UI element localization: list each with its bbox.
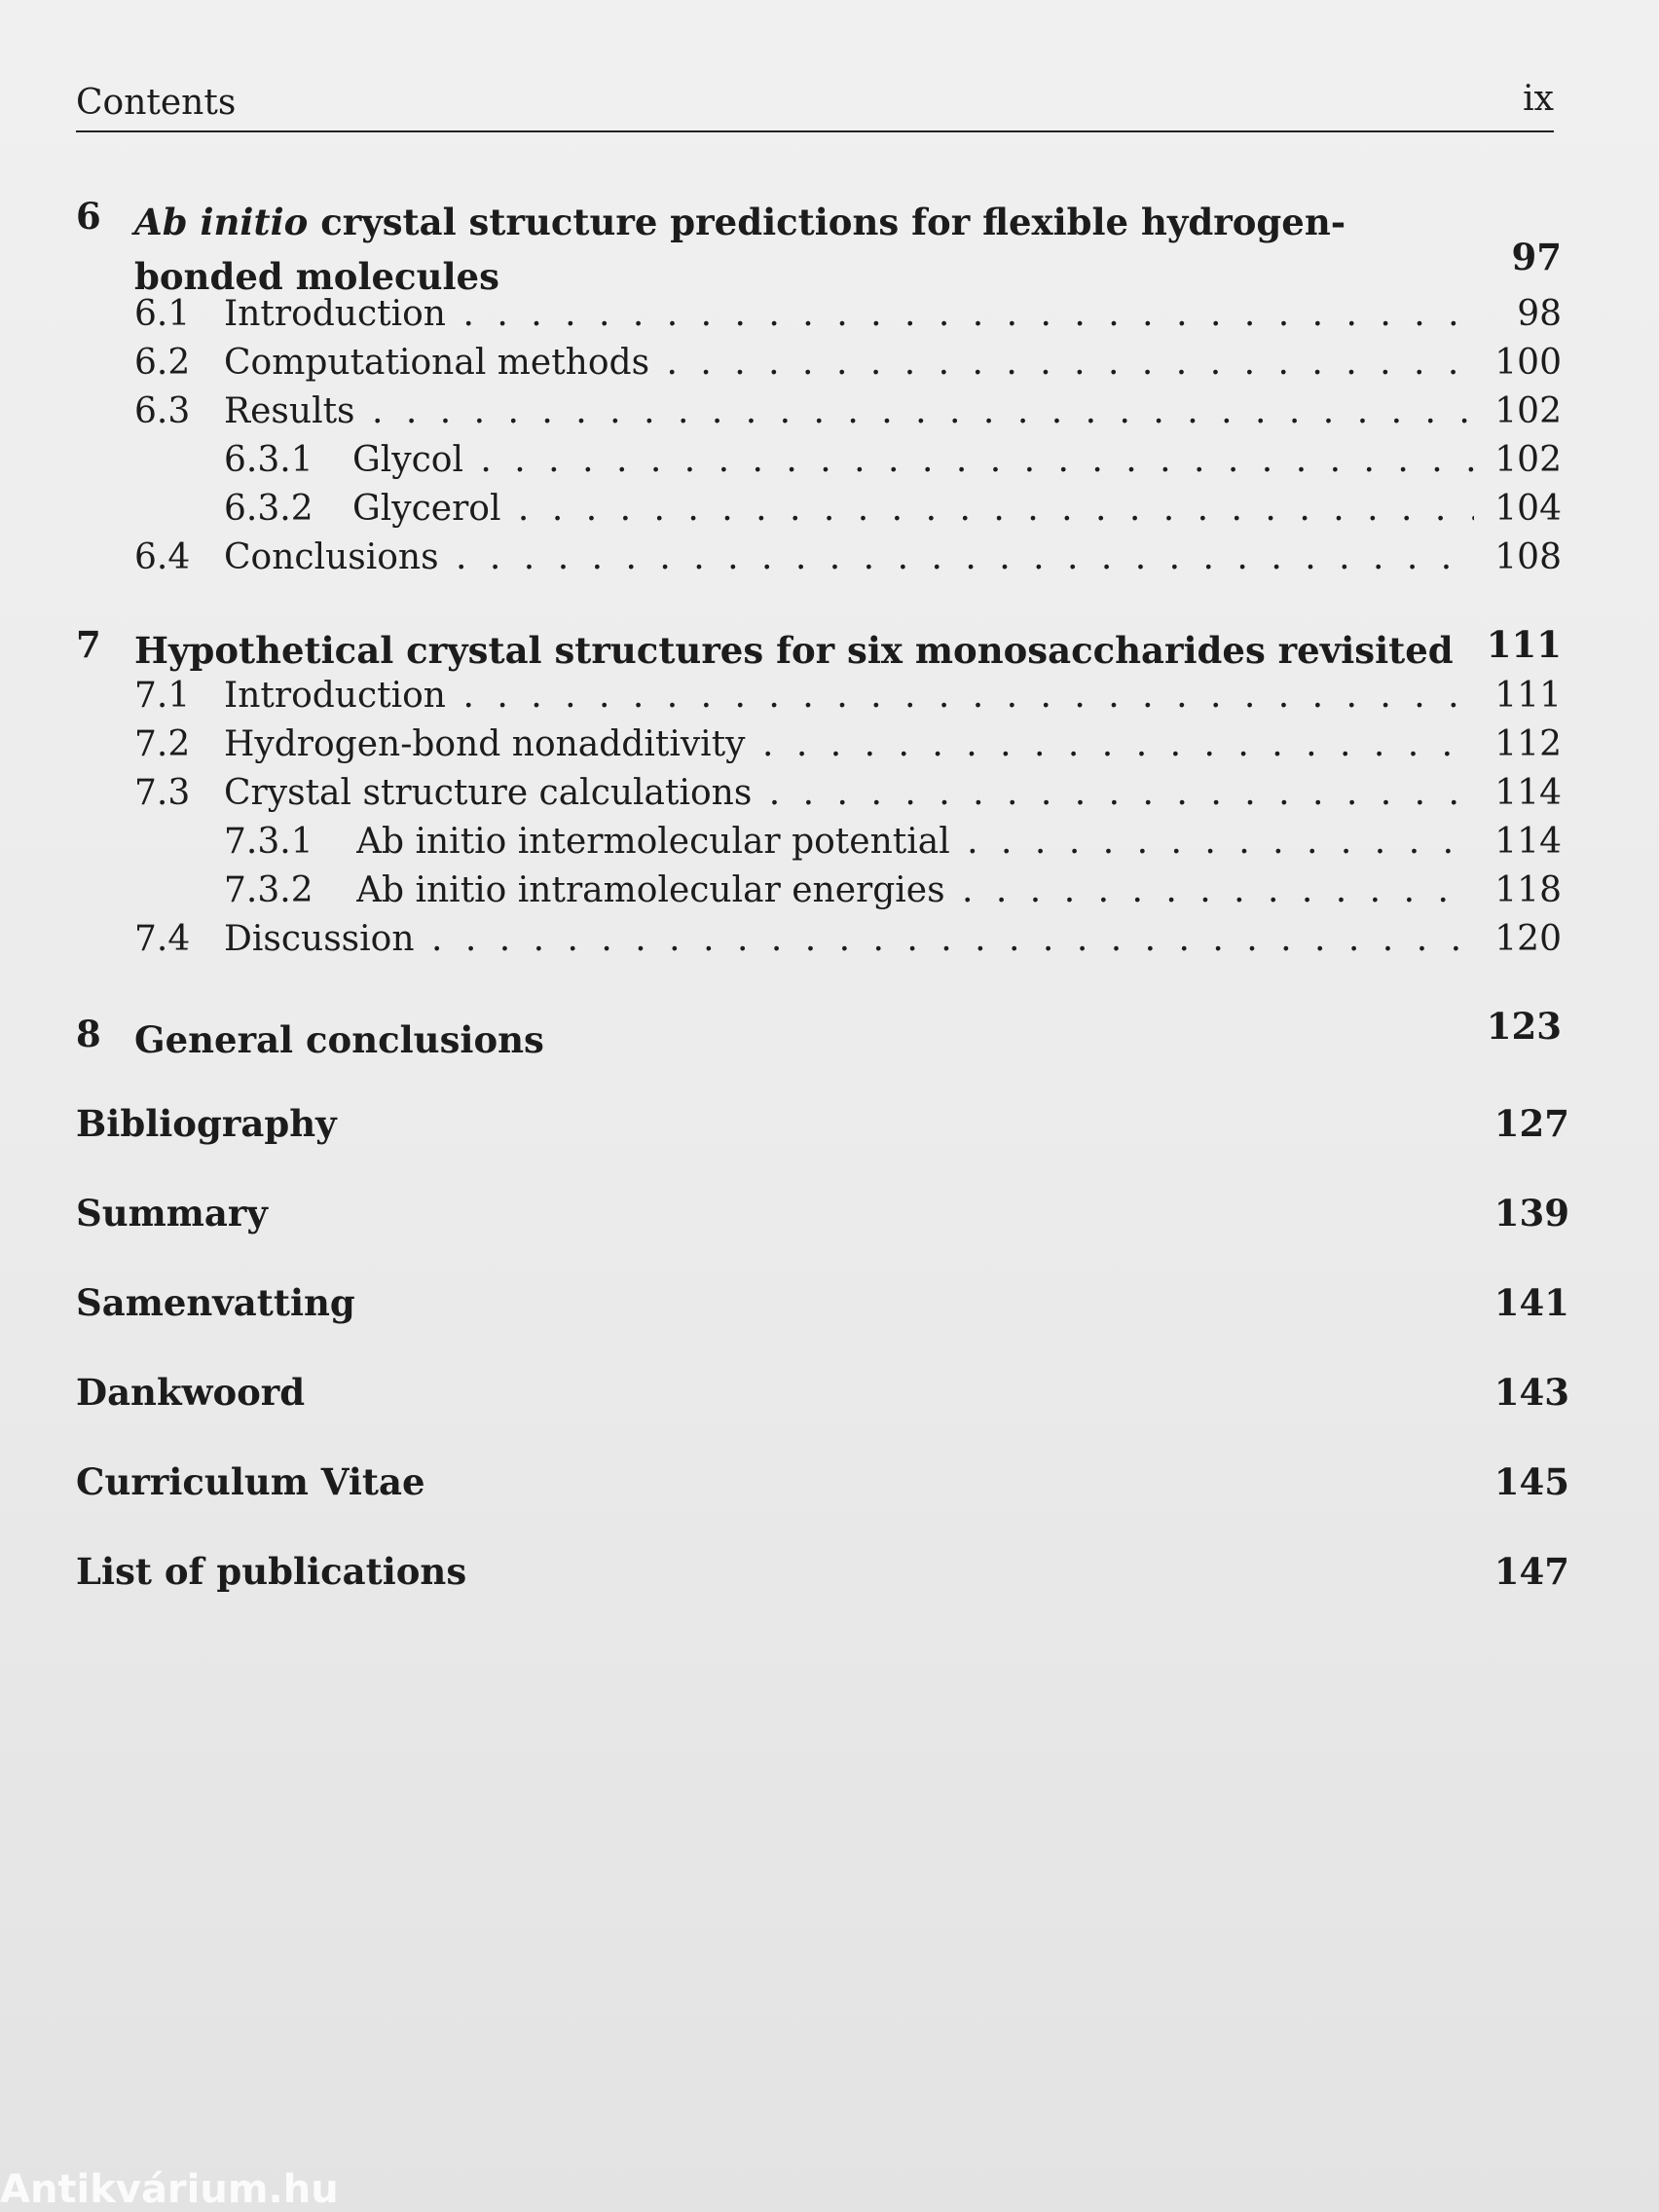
toc-subsection-6-3-1[interactable] — [76, 440, 1562, 489]
toc-chapter-8[interactable] — [76, 1005, 1562, 1067]
section-page: 108 — [1494, 537, 1562, 577]
backmatter-title: Curriculum Vitae — [76, 1460, 425, 1503]
section-title: Discussion . . . — [224, 919, 1474, 959]
toc-section-7-3[interactable] — [76, 773, 1562, 822]
toc-bibliography[interactable] — [76, 1102, 1569, 1145]
section-title: Hydrogen-bond nonadditivity . . . — [224, 724, 1474, 764]
chapter-number: 7 — [76, 623, 101, 666]
subsection-number: 6.3.2 — [224, 489, 313, 529]
chapter-title: Hypothetical crystal structures for six monosaccharides revisited — [134, 629, 1454, 672]
chapter-number: 8 — [76, 1013, 101, 1055]
subsection-page: 102 — [1494, 440, 1562, 480]
section-title: Crystal structure calculations . . . — [224, 773, 1474, 813]
toc-samenvatting[interactable] — [76, 1281, 1569, 1324]
section-page: 100 — [1494, 343, 1562, 383]
subsection-number: 7.3.2 — [224, 870, 313, 910]
toc-summary[interactable] — [76, 1192, 1569, 1235]
section-number: 6.2 — [134, 343, 191, 383]
section-title: Conclusions . . . — [224, 537, 1474, 577]
toc-chapter-6[interactable] — [76, 195, 1562, 302]
section-number: 7.3 — [134, 773, 191, 813]
chapter-title: General conclusions — [134, 1018, 544, 1061]
toc-subsection-7-3-2[interactable] — [76, 870, 1562, 919]
backmatter-title: Dankwoord — [76, 1371, 306, 1414]
header-page-number: ix — [1523, 79, 1554, 119]
section-number: 7.4 — [134, 919, 191, 959]
subsection-page: 104 — [1494, 489, 1562, 529]
subsection-page: 118 — [1494, 870, 1562, 910]
backmatter-title: Bibliography — [76, 1102, 337, 1145]
section-page: 112 — [1494, 724, 1562, 764]
backmatter-title: Samenvatting — [76, 1281, 355, 1324]
backmatter-page: 139 — [1493, 1192, 1569, 1235]
subsection-title: Ab initio intermolecular potential . . . — [356, 822, 1474, 862]
backmatter-page: 147 — [1493, 1550, 1569, 1593]
section-number: 7.2 — [134, 724, 191, 764]
section-page: 98 — [1517, 294, 1562, 334]
backmatter-title: List of publications — [76, 1550, 467, 1593]
section-number: 6.3 — [134, 391, 191, 431]
subsection-number: 7.3.1 — [224, 822, 313, 862]
toc-list-of-publications[interactable] — [76, 1550, 1569, 1593]
section-title: Introduction . . . — [224, 676, 1474, 716]
watermark: Antikvárium.hu — [0, 2167, 339, 2212]
chapter-page: 111 — [1486, 623, 1562, 666]
backmatter-title: Summary — [76, 1192, 268, 1235]
backmatter-page: 141 — [1493, 1281, 1569, 1324]
toc-section-7-4[interactable] — [76, 919, 1562, 968]
section-page: 111 — [1494, 676, 1562, 716]
toc-section-6-3[interactable] — [76, 391, 1562, 440]
subsection-title: Glycol . . . — [352, 440, 1474, 480]
toc-curriculum-vitae[interactable] — [76, 1460, 1569, 1503]
toc-section-6-2[interactable] — [76, 343, 1562, 391]
subsection-title: Ab initio intramolecular energies . . . — [356, 870, 1474, 910]
toc-chapter-7[interactable] — [76, 623, 1562, 678]
subsection-number: 6.3.1 — [224, 440, 313, 480]
chapter-number: 6 — [76, 195, 101, 238]
backmatter-page: 145 — [1493, 1460, 1569, 1503]
toc-section-7-2[interactable] — [76, 724, 1562, 773]
section-page: 120 — [1494, 919, 1562, 959]
section-page: 102 — [1494, 391, 1562, 431]
toc-section-7-1[interactable] — [76, 676, 1562, 724]
section-page: 114 — [1494, 773, 1562, 813]
section-number: 7.1 — [134, 676, 191, 716]
chapter-title — [134, 195, 1455, 304]
backmatter-page: 143 — [1493, 1371, 1569, 1414]
toc-subsection-6-3-2[interactable] — [76, 489, 1562, 537]
chapter-page: 123 — [1486, 1005, 1562, 1048]
toc-section-6-1[interactable] — [76, 294, 1562, 343]
section-number: 6.4 — [134, 537, 191, 577]
chapter-page: 97 — [1511, 236, 1562, 278]
subsection-page: 114 — [1494, 822, 1562, 862]
header-title: Contents — [76, 83, 237, 123]
section-number: 6.1 — [134, 294, 191, 334]
section-title: Introduction . . . — [224, 294, 1474, 334]
chapter-title-italic: Ab initio — [134, 201, 309, 243]
backmatter-page: 127 — [1493, 1102, 1569, 1145]
section-title: Results . . . — [224, 391, 1474, 431]
chapter-title-rest: crystal structure predictions for flexible hydrogen-bonded molecules — [134, 201, 1346, 298]
toc-subsection-7-3-1[interactable] — [76, 822, 1562, 870]
subsection-title: Glycerol . . . — [352, 489, 1474, 529]
toc-section-6-4[interactable] — [76, 537, 1562, 586]
section-title: Computational methods . . . — [224, 343, 1474, 383]
running-header — [76, 74, 1554, 132]
toc-dankwoord[interactable] — [76, 1371, 1569, 1414]
